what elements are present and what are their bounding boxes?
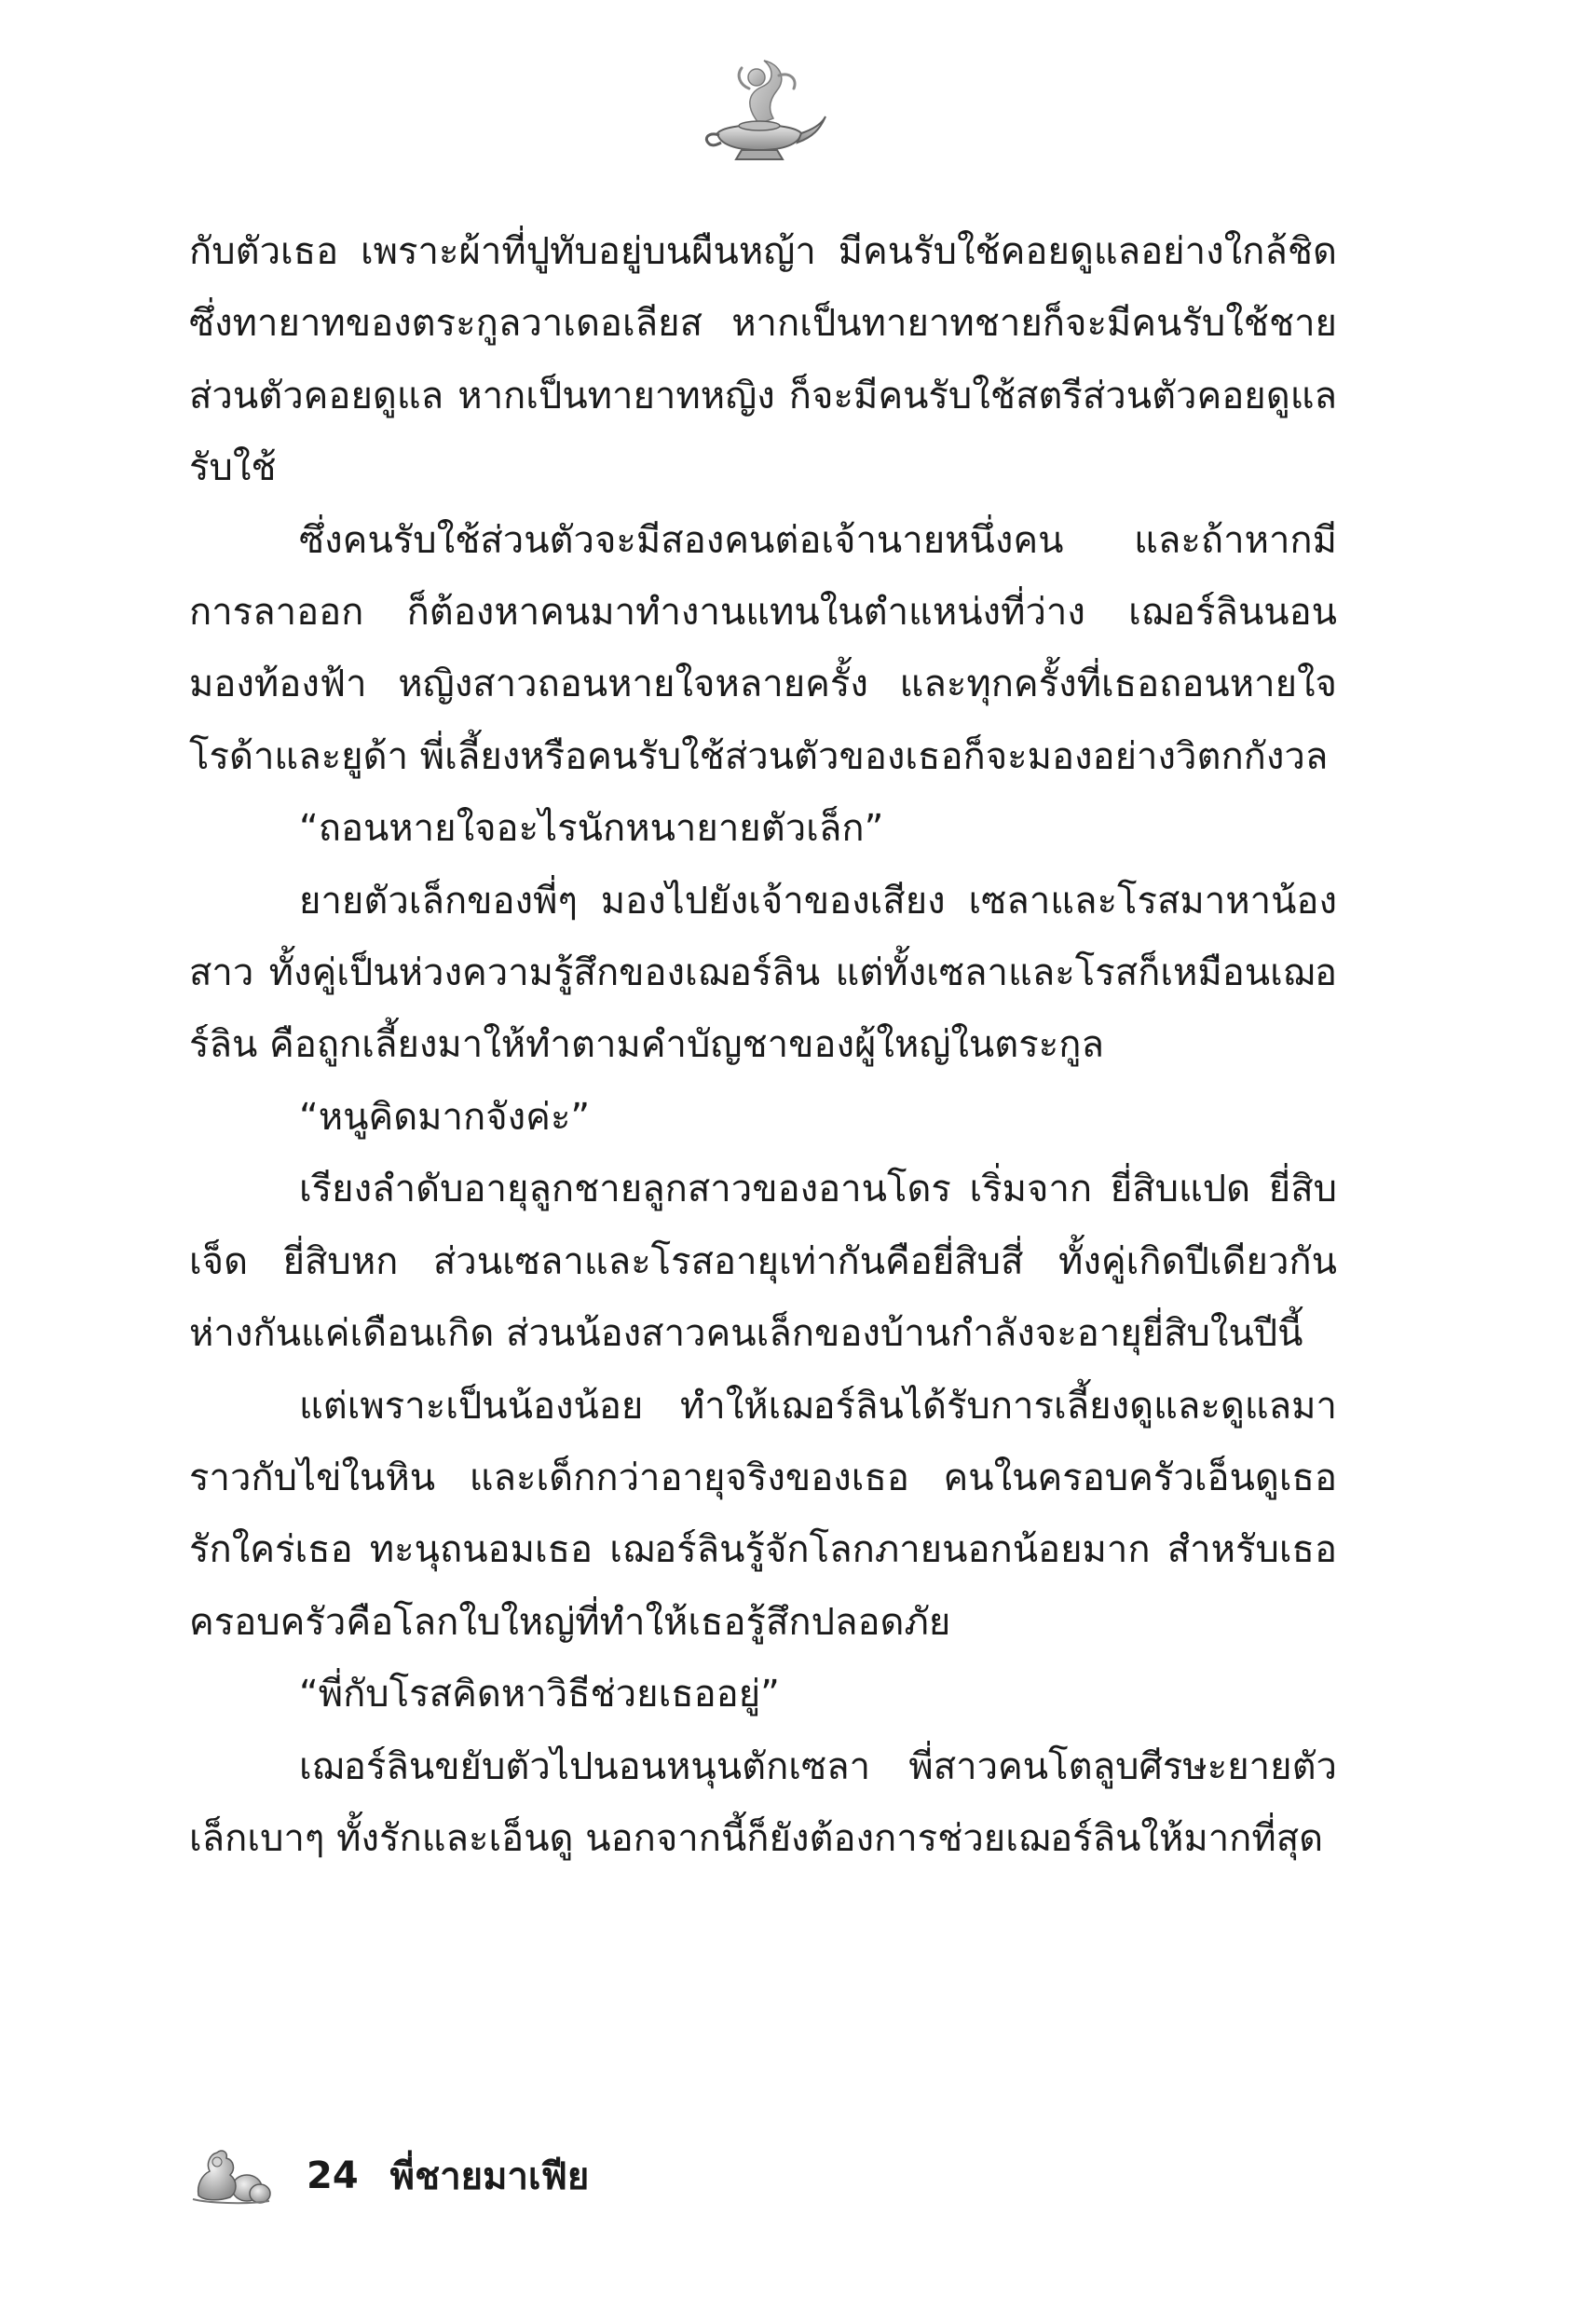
page-number: 24 (307, 2154, 359, 2197)
paragraph: เรียงลำดับอายุลูกชายลูกสาวของอานโดร เริ่มจาก ยี่สิบแปด ยี่สิบเจ็ด ยี่สิบหก ส่วนเซลาและโรสอายุเท่ากันคือยี่สิบสี่ ทั้งคู่เกิดปีเดียวกัน ห่างกันแค่เดือนเกิด ส่วนน้องสาวคนเล็กของบ้านกำลังจะอายุยี่สิบในปีนี้ (189, 1168, 1337, 1356)
paragraph: แต่เพราะเป็นน้องน้อย ทำให้เฌอร์ลินได้รับการเลี้ยงดูและดูแลมาราวกับไข่ในหิน และเด็กกว่าอายุจริงของเธอ คนในครอบครัวเอ็นดูเธอ รักใคร่เธอ ทะนุถนอมเธอ เฌอร์ลินรู้จักโลกภายนอกน้อยมาก สำหรับเธอ ครอบครัวคือโลกใบใหญ่ที่ทำให้เธอรู้สึกปลอดภัย (189, 1384, 1337, 1644)
paragraph: ยายตัวเล็กของพี่ๆ มองไปยังเจ้าของเสียง เซลาและโรสมาหาน้องสาว ทั้งคู่เป็นห่วงความรู้สึกของเฌอร์ลิน แต่ทั้งเซลาและโรสก็เหมือนเฌอร์ลิน คือถูกเลี้ยงมาให้ทำตามคำบัญชาของผู้ใหญ่ในตระกูล (189, 879, 1337, 1067)
dialogue-line: “หนูคิดมากจังค่ะ” (299, 1095, 591, 1139)
paragraph: เฌอร์ลินขยับตัวไปนอนหนุนตักเซลา พี่สาวคนโตลูบศีรษะยายตัวเล็กเบาๆ ทั้งรักและเอ็นดู นอกจากนี้ก็ยังต้องการช่วยเฌอร์ลินให้มากที่สุด (189, 1744, 1337, 1860)
paragraph: กับตัวเธอ เพราะผ้าที่ปูทับอยู่บนผืนหญ้า มีคนรับใช้คอยดูแลอย่างใกล้ชิด ซึ่งทายาทของตระกูลวาเดอเลียส หากเป็นทายาทชายก็จะมีคนรับใช้ชายส่วนตัวคอยดูแล หากเป็นทายาทหญิง ก็จะมีคนรับใช้สตรีส่วนตัวคอยดูแลรับใช้ (189, 230, 1337, 490)
dialogue-line: “พี่กับโรสคิดหาวิธีช่วยเธออยู่” (299, 1673, 780, 1716)
book-title: พี่ชายมาเฟีย (389, 2155, 590, 2198)
genie-coins-icon (189, 2147, 273, 2205)
paragraph: ซึ่งคนรับใช้ส่วนตัวจะมีสองคนต่อเจ้านายหนึ่งคน และถ้าหากมีการลาออก ก็ต้องหาคนมาทำงานแทนในตำแหน่งที่ว่าง เฌอร์ลินนอนมองท้องฟ้า หญิงสาวถอนหายใจหลายครั้ง และทุกครั้งที่เธอถอนหายใจ โรด้าและยูด้า พี่เลี้ยงหรือคนรับใช้ส่วนตัวของเธอก็จะมองอย่างวิตกกังวล (189, 518, 1337, 778)
page-footer (189, 2143, 589, 2208)
body-text (189, 216, 1337, 1875)
magic-lamp-genie-icon (689, 51, 829, 172)
dialogue-line: “ถอนหายใจอะไรนักหนายายตัวเล็ก” (299, 807, 884, 851)
